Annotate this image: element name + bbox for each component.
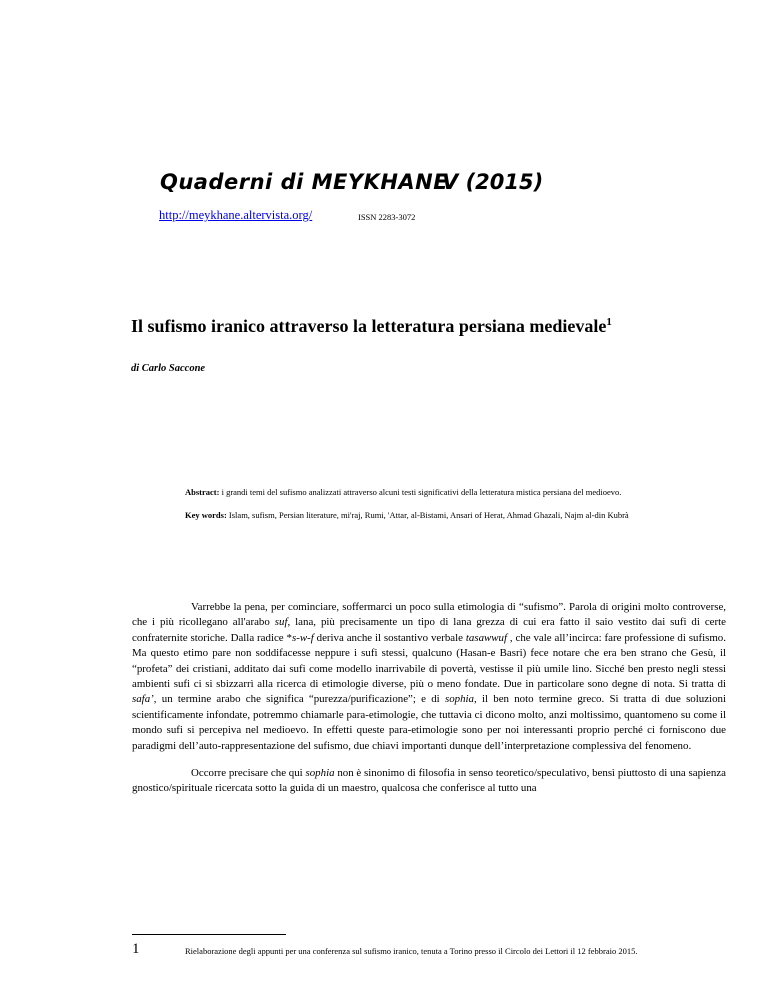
- term-sophia: sophia: [305, 767, 335, 780]
- text-run: , che vale all’incirca: fare professione di sufismo. Ma questo etimo pare non soddifacesse neppure i sufi stessi, qualcuno (Hasan-e Basri) fece notare che era ben strano che Gesù, il “profeta” dei cristiani, additato dai sufi come modello inarrivabile di povertà, vestisse il più umile lino. Sicché ben presto negli stessi ambienti sufi ci si sbizzarrì alla ricerca di etimologie diverse, più o meno fondate. Due in particolare sono degne di nota. Si tratta di: [132, 631, 726, 691]
- body-paragraph-2: [132, 766, 726, 797]
- footnote-divider: [132, 934, 286, 935]
- footnote-number: 1: [132, 941, 140, 957]
- journal-volume: V (2015): [442, 170, 544, 194]
- term-sophia: sophia: [444, 693, 474, 706]
- keywords: [185, 510, 745, 520]
- text-run: non è sinonimo di filosofia in senso teoretico/speculativo, bensì piuttosto di una sapienza gnostico/spirituale ricercata sotto la guida di un maestro, qualcosa che conferisce al tutto una: [132, 767, 726, 795]
- keywords-label: Key words:: [185, 510, 227, 520]
- abstract-label: Abstract:: [185, 487, 220, 497]
- footnote-text: Rielaborazione degli appunti per una conferenza sul sufismo iranico, tenuta a Torino presso il Circolo dei Lettori il 12 febbraio 2015.: [185, 946, 638, 956]
- text-run: Varrebbe la pena, per cominciare, soffermarci un poco sulla etimologia di “sufismo”. Parola di origini molto controverse, che i più ricollegano all'arabo: [132, 601, 726, 629]
- text-run: , lana, più precisamente un tipo di lana grezza di cui era fatto il saio vestito dai sufi di certe confraternite storiche. Dalla radice *: [132, 616, 726, 644]
- term-suf: suf: [274, 616, 288, 629]
- journal-url-link[interactable]: http://meykhane.altervista.org/: [159, 208, 313, 222]
- term-tasawwuf: tasawwuf: [465, 631, 508, 644]
- journal-title: Quaderni di MEYKHANE: [160, 170, 449, 194]
- article-body: [132, 600, 726, 809]
- abstract-text: i grandi temi del sufismo analizzati attraverso alcuni testi significativi della letteratura mistica persiana del medioevo.: [219, 487, 622, 497]
- title-footnote-ref[interactable]: 1: [606, 316, 612, 328]
- article-title-text: Il sufismo iranico attraverso la letteratura persiana medievale: [131, 316, 607, 336]
- body-paragraph-1: [132, 600, 726, 754]
- text-run: , un termine arabo che significa “purezza/purificazione”; e di: [153, 693, 445, 706]
- article-author: di Carlo Saccone: [131, 363, 206, 374]
- text-run: , il ben noto termine greco. Si tratta di due soluzioni scientificamente infondate, potremmo chiamarle para-etimologie, che tuttavia ci dicono molto, anzi moltissimo, quantomeno su come il mondo sufi si percepiva nel medioevo. In effetti queste para-etimologie sono per noi interessanti proprio perché ci forniscono due paradigmi dell’auto-rappresentazione del sufismo, due chiavi importanti dunque dell’interpretazione complessiva del fenomeno.: [132, 693, 726, 752]
- issn-label: ISSN 2283-3072: [358, 212, 416, 222]
- term-safa: safa’: [132, 693, 154, 706]
- text-run: deriva anche il sostantivo verbale: [313, 631, 466, 644]
- abstract: [185, 487, 725, 497]
- text-run: Occorre precisare che qui: [191, 767, 306, 780]
- article-title: [131, 316, 612, 337]
- keywords-text: Islam, sufism, Persian literature, mi'raj, Rumi, 'Attar, al-Bistami, Ansari of Herat, Ahmad Ghazali, Najm al-din Kubrà: [226, 510, 629, 520]
- term-root: s-w-f: [291, 631, 314, 644]
